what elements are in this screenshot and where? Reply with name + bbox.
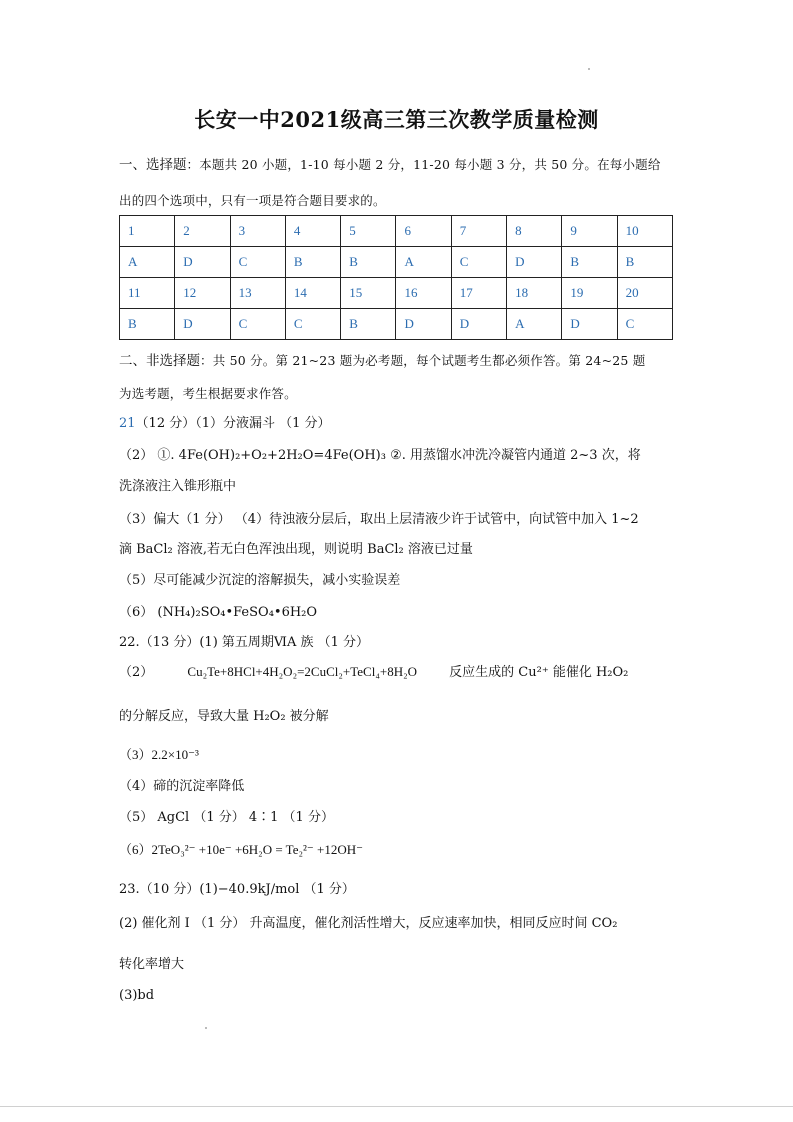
table-cell: C: [451, 247, 506, 278]
table-cell: B: [562, 247, 617, 278]
section2-text-1: ：共 50 分。第 21~23 题为必考题，每个试题考生都必须作答。第 24~25 题: [200, 353, 646, 368]
table-cell: 12: [175, 278, 230, 309]
q23-line-2: (2) 催化剂 I （1 分） 升高温度，催化剂活性增大，反应速率加快，相同反应时间 CO₂: [119, 916, 618, 931]
section2-intro: [119, 349, 645, 369]
table-cell: A: [507, 309, 562, 340]
table-cell: C: [617, 309, 672, 340]
q22-line-1: 22.（13 分）(1) 第五周期ⅥA 族 （1 分）: [119, 635, 370, 650]
table-cell: 13: [230, 278, 285, 309]
q23-line-4: (3)bd: [119, 988, 155, 1003]
q22-line-7: （6）2TeO₃²⁻ +10e⁻ +6H₂O = Te₂²⁻ +12OH⁻: [119, 842, 363, 857]
table-cell: 4: [285, 216, 340, 247]
table-cell: B: [285, 247, 340, 278]
q21-line-5: 滴 BaCl₂ 溶液,若无白色浑浊出现，则说明 BaCl₂ 溶液已过量: [119, 542, 473, 557]
q22-equation: Cu₂Te+8HCl+4H₂O₂=2CuCl₂+TeCl₄+8H₂O: [187, 664, 418, 679]
speck-mark: [588, 68, 590, 70]
q22-line-2-note: 反应生成的 Cu²⁺ 能催化 H₂O₂: [449, 665, 629, 680]
q22-line-4: （3）2.2×10⁻³: [119, 747, 199, 762]
page-bottom-rule: [0, 1106, 793, 1107]
q22-line-5: （4）碲的沉淀率降低: [119, 779, 245, 794]
q23-line-3: 转化率增大: [119, 957, 185, 972]
table-cell: D: [451, 309, 506, 340]
q21-line-1: [119, 412, 331, 431]
table-row: [120, 278, 673, 309]
table-cell: 5: [341, 216, 396, 247]
table-cell: D: [175, 309, 230, 340]
table-cell: C: [285, 309, 340, 340]
table-cell: A: [396, 247, 451, 278]
table-cell: 17: [451, 278, 506, 309]
speck-mark: [205, 1027, 207, 1029]
q21-line-6: （5）尽可能减少沉淀的溶解损失，减小实验误差: [119, 573, 401, 588]
table-cell: 15: [341, 278, 396, 309]
answer-table: [119, 215, 673, 340]
table-cell: D: [507, 247, 562, 278]
table-cell: B: [341, 247, 396, 278]
q23-line-1: 23.（10 分）(1)−40.9kJ/mol （1 分）: [119, 882, 355, 897]
q21-number: 21: [119, 416, 136, 431]
table-cell: 14: [285, 278, 340, 309]
q22-line-2: [119, 661, 628, 680]
section1-intro: [119, 153, 661, 173]
table-cell: 16: [396, 278, 451, 309]
table-cell: 3: [230, 216, 285, 247]
section1-text-2: 出的四个选项中，只有一项是符合题目要求的。: [119, 193, 386, 208]
table-cell: 7: [451, 216, 506, 247]
table-cell: B: [617, 247, 672, 278]
table-row: [120, 247, 673, 278]
table-cell: 20: [617, 278, 672, 309]
table-cell: C: [230, 309, 285, 340]
table-cell: 2: [175, 216, 230, 247]
q21-line-7: （6） (NH₄)₂SO₄•FeSO₄•6H₂O: [119, 605, 318, 620]
table-cell: 19: [562, 278, 617, 309]
q22-line-2-label: （2）: [119, 665, 154, 680]
table-cell: C: [230, 247, 285, 278]
q21-line-1-text: （12 分）（1）分液漏斗 （1 分）: [135, 416, 331, 431]
q22-line-3: 的分解反应，导致大量 H₂O₂ 被分解: [119, 709, 329, 724]
table-cell: B: [341, 309, 396, 340]
table-row: [120, 309, 673, 340]
table-cell: A: [120, 247, 175, 278]
table-cell: 11: [120, 278, 175, 309]
table-cell: D: [396, 309, 451, 340]
table-cell: 6: [396, 216, 451, 247]
q21-line-2: （2） ①. 4Fe(OH)₂+O₂+2H₂O=4Fe(OH)₃ ②. 用蒸馏水冲洗冷凝管内通道 2~3 次，将: [119, 448, 641, 463]
section2-tag: 二、非选择题: [119, 353, 200, 369]
q21-line-4: （3）偏大（1 分） （4）待浊液分层后，取出上层清液少许于试管中，向试管中加入 1~2: [119, 512, 639, 527]
q21-line-3: 洗涤液注入锥形瓶中: [119, 479, 237, 494]
table-cell: D: [175, 247, 230, 278]
section1-text-1: ：本题共 20 小题，1-10 每小题 2 分，11-20 每小题 3 分，共 50 分。在每小题给: [186, 157, 661, 172]
page-title: 长安一中2021级高三第三次教学质量检测: [194, 107, 599, 132]
table-cell: 8: [507, 216, 562, 247]
table-cell: B: [120, 309, 175, 340]
section1-tag: 一、选择题: [119, 157, 187, 173]
q22-line-6: （5） AgCl （1 分） 4∶1 （1 分）: [119, 810, 334, 825]
table-cell: 18: [507, 278, 562, 309]
table-cell: 9: [562, 216, 617, 247]
table-cell: 10: [617, 216, 672, 247]
section2-text-2: 为选考题，考生根据要求作答。: [119, 386, 297, 401]
table-row: [120, 216, 673, 247]
table-cell: 1: [120, 216, 175, 247]
table-cell: D: [562, 309, 617, 340]
